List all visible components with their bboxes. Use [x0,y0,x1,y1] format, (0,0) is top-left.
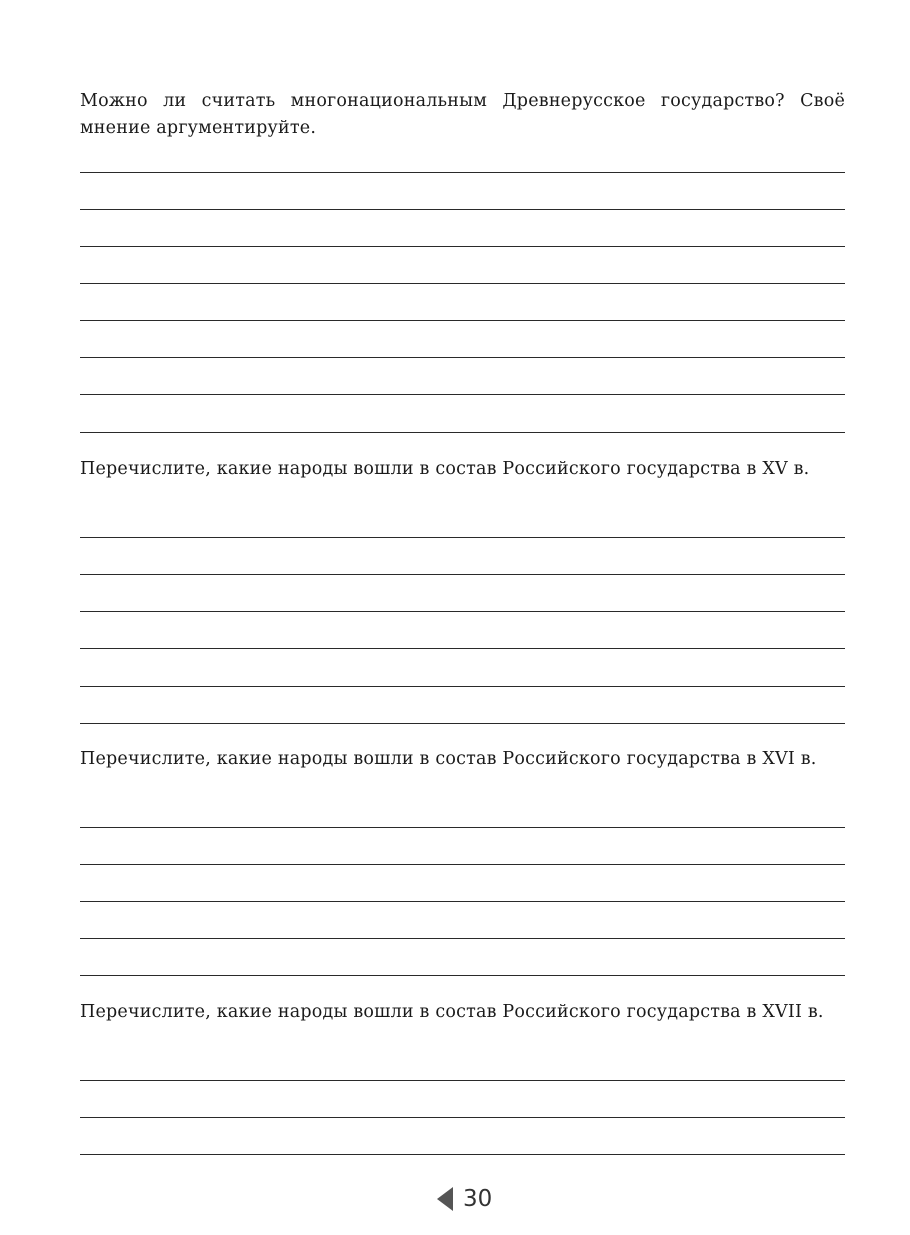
answer-line[interactable] [80,723,845,724]
question-4-text: Перечислите, какие народы вошли в состав Российского государства в XVII в. [80,1002,824,1022]
answer-line[interactable] [80,320,845,321]
answer-line[interactable] [80,938,845,939]
answer-line[interactable] [80,357,845,358]
answer-line[interactable] [80,864,845,865]
answer-line[interactable] [80,246,845,247]
answer-line[interactable] [80,172,845,173]
answer-line[interactable] [80,283,845,284]
answer-line[interactable] [80,975,845,976]
answer-line[interactable] [80,537,845,538]
answer-line[interactable] [80,1080,845,1081]
answer-line[interactable] [80,1154,845,1155]
left-arrow-icon [437,1187,453,1211]
question-2-text: Перечислите, какие народы вошли в состав Российского государства в XV в. [80,459,810,479]
answer-line[interactable] [80,574,845,575]
answer-line[interactable] [80,432,845,433]
answer-line[interactable] [80,1117,845,1118]
page-number-text: 30 [463,1186,493,1212]
answer-line[interactable] [80,611,845,612]
question-1-text: Можно ли считать многонациональным Древнерусское государство? Своё мнение аргументируйте. [80,91,845,138]
page-number [437,1184,492,1214]
answer-line[interactable] [80,394,845,395]
answer-line[interactable] [80,686,845,687]
answer-line[interactable] [80,648,845,649]
answer-line[interactable] [80,209,845,210]
answer-line[interactable] [80,827,845,828]
question-3-text: Перечислите, какие народы вошли в состав Российского государства в XVI в. [80,749,817,769]
answer-line[interactable] [80,901,845,902]
